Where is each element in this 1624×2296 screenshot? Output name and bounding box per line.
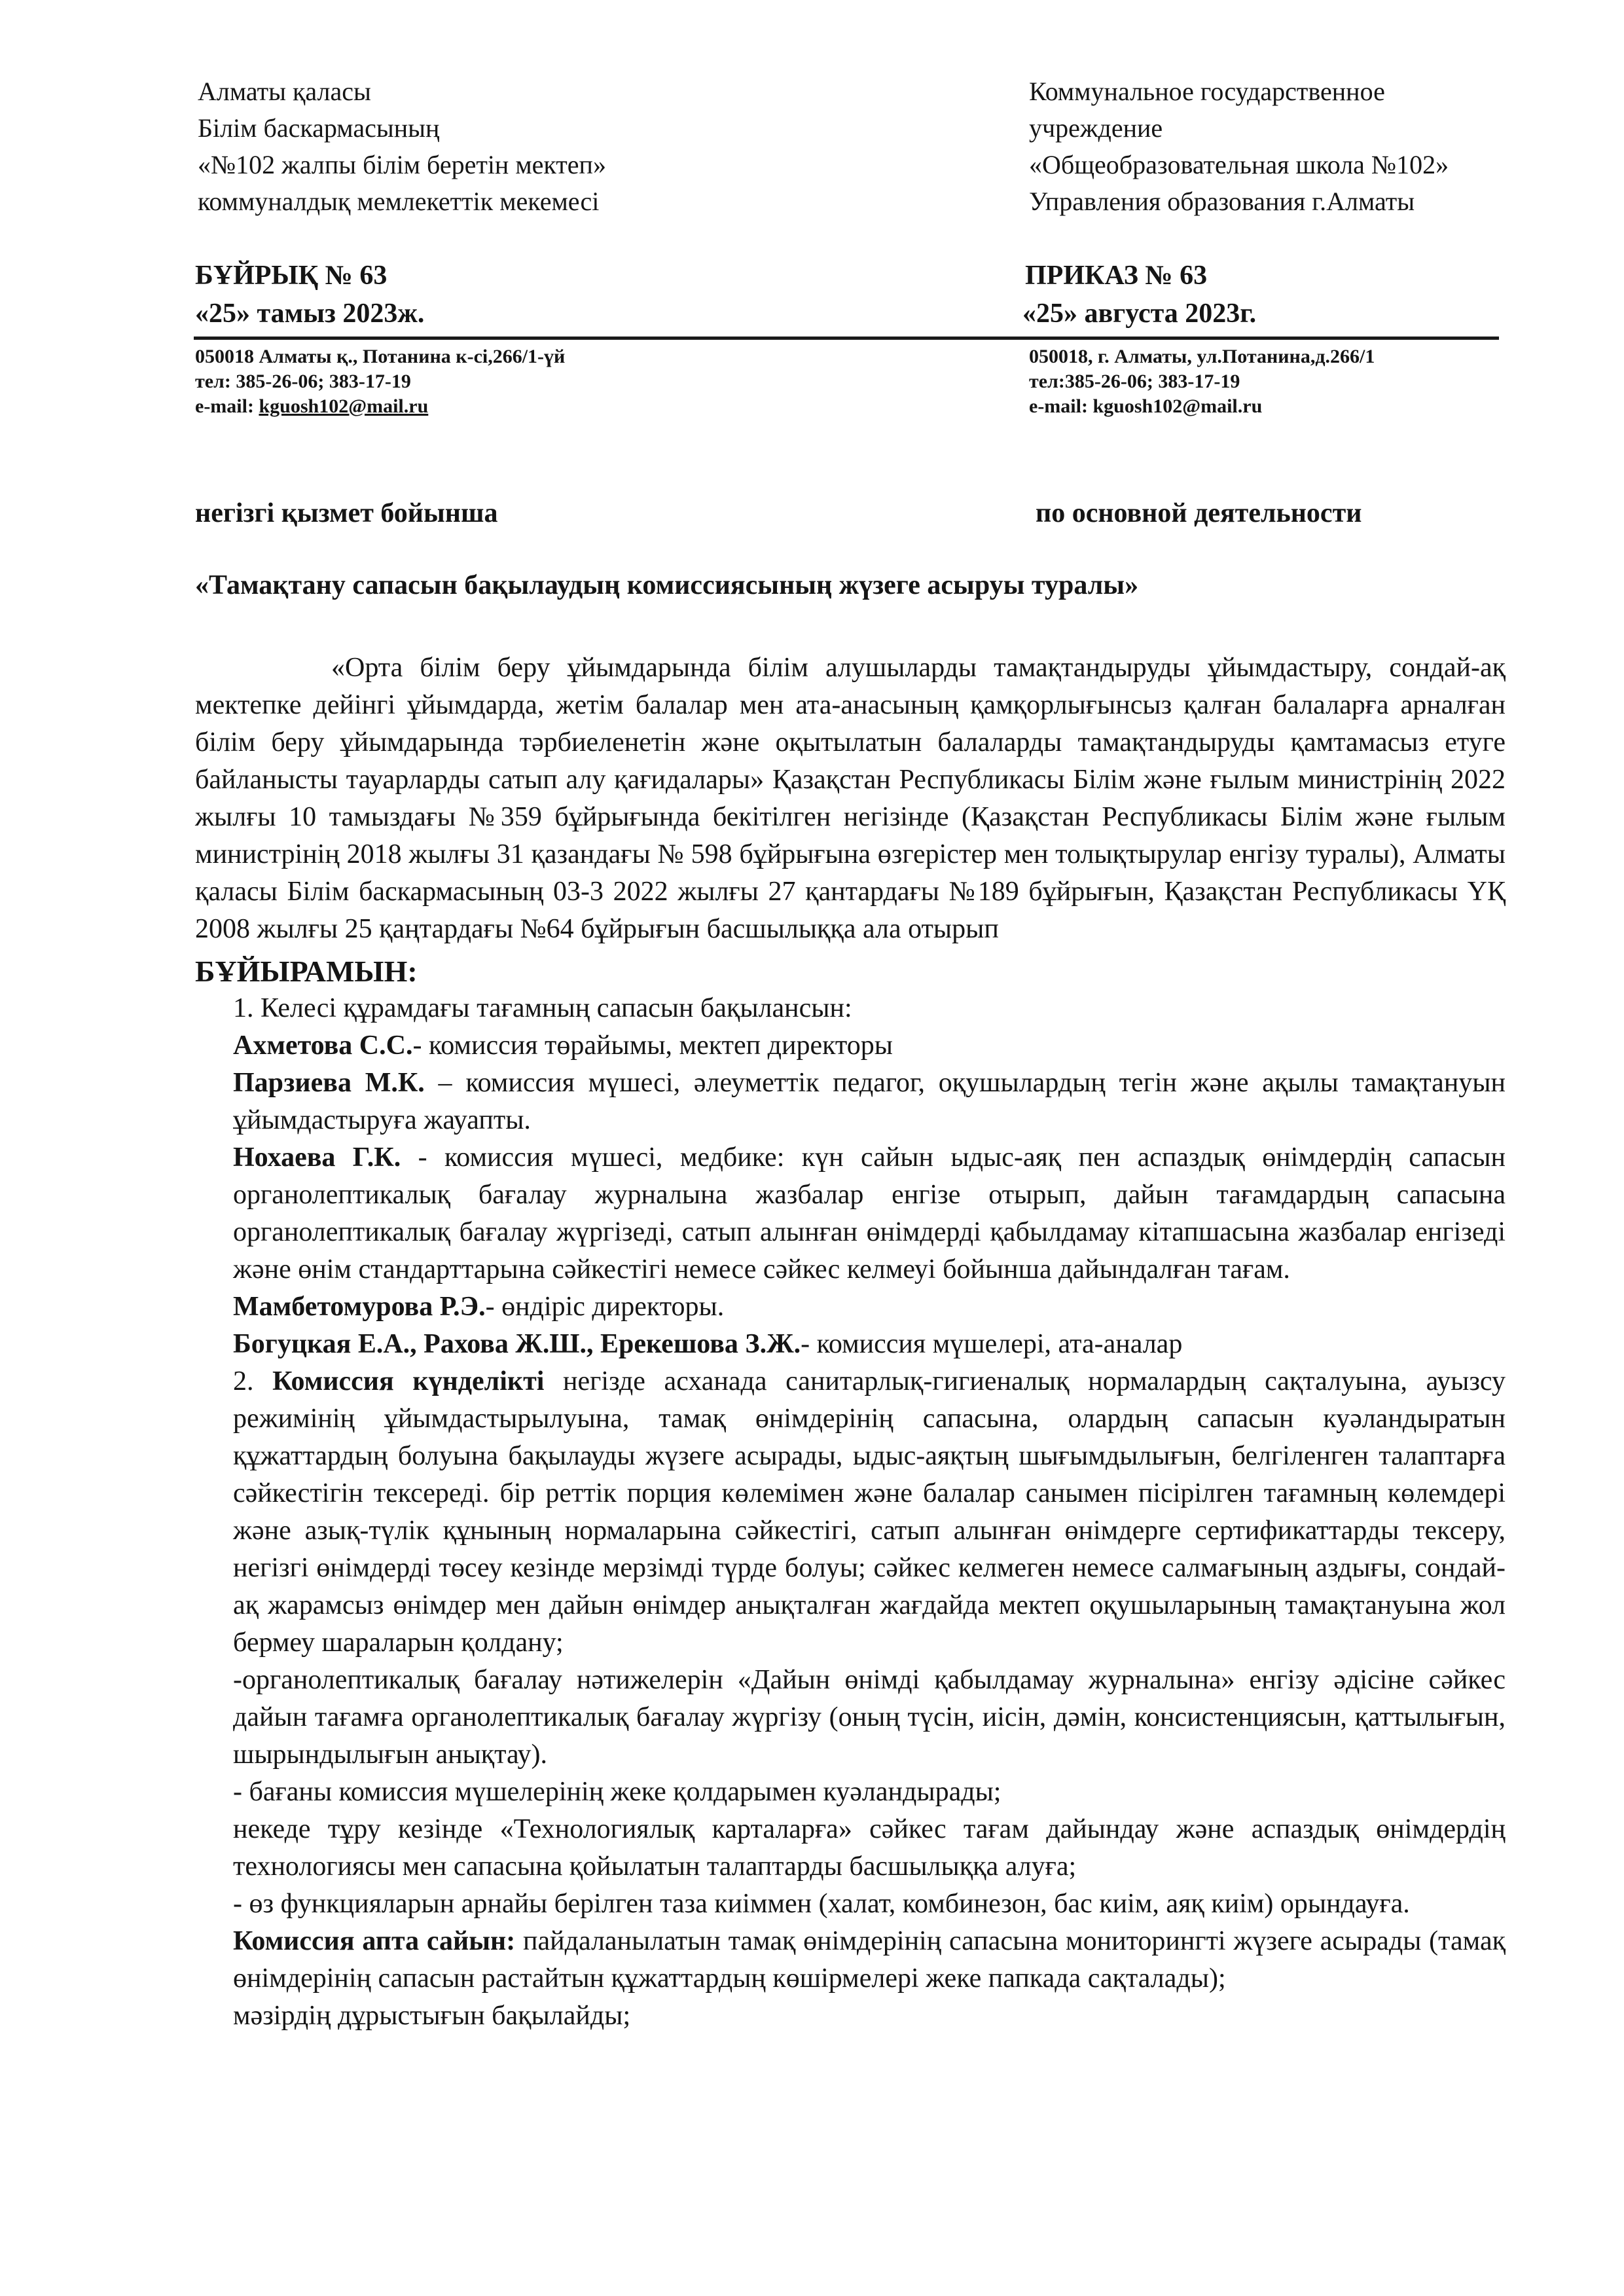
bullet-1: -органолептикалық бағалау нәтижелерін «Дайын өнімді қабылдамау журналына» енгізу әдісіне сәйкес дайын тағамға органолептикалық бағалау жүргізу (оның түсін, иісін, дәмін, консистенциясын, қаттылығын, шырындылығын анықтау). [233, 1665, 1506, 1770]
member-4 [233, 1288, 1506, 1326]
member-name: Мамбетомурова Р.Э. [233, 1292, 486, 1322]
document-title: «Тамақтану сапасын бақылаудың комиссиясының жүзеге асыруы туралы» [195, 570, 1139, 600]
member-role: - комиссия мүшелері, ата-аналар [801, 1329, 1183, 1359]
member-name: Ахметова С.С. [233, 1030, 413, 1061]
contact-kz [195, 344, 850, 419]
header-ru-block [1029, 73, 1592, 220]
member-role: - комиссия төрайымы, мектеп директоры [412, 1030, 893, 1061]
header-ru-line: «Общеобразовательная школа №102» [1029, 150, 1449, 179]
order-body [233, 990, 1506, 2035]
email-kz-row [195, 394, 850, 419]
phone-kz: тел: 385-26-06; 383-17-19 [195, 371, 411, 392]
member-name: Парзиева М.К. [233, 1068, 425, 1098]
member-role: – комиссия мүшесі, әлеуметтік педагог, оқушылардың тегін және ақылы тамақтануын ұйымдастыруға жауапты. [233, 1068, 1506, 1135]
item-2 [233, 1363, 1506, 1662]
address-kz: 050018 Алматы қ., Потанина к-сі,266/1-үй [195, 346, 566, 367]
address-ru: 050018, г. Алматы, ул.Потанина,д.266/1 [1029, 346, 1375, 367]
item-2-lead: Комиссия күнделікті [272, 1366, 545, 1396]
order-kz [195, 257, 850, 333]
header-ru-line: учреждение [1029, 113, 1163, 143]
decree-heading: БҰЙЫРАМЫН: [195, 955, 418, 988]
weekly-lead: Комиссия апта сайын: [233, 1926, 516, 1956]
email-label-ru: e-mail: [1029, 395, 1088, 417]
member-role: - өндіріс директоры. [485, 1292, 725, 1322]
member-name: Богуцкая Е.А., Рахова Ж.Ш., Ерекешова З.Ж. [233, 1329, 801, 1359]
header-kz-line: Алматы қаласы [198, 77, 371, 106]
email-ru-row [1029, 394, 1592, 419]
last-line: мәзірдің дұрыстығын бақылайды; [233, 2001, 631, 2031]
member-3 [233, 1139, 1506, 1288]
order-number-kz: БҰЙРЫҚ № 63 [195, 261, 388, 291]
bullet-2: - бағаны комиссия мүшелерінің жеке қолдарымен куәландырады; [233, 1777, 1001, 1807]
order-number-ru: ПРИКАЗ № 63 [1025, 261, 1208, 291]
activity-kz: негізгі қызмет бойынша [195, 498, 498, 528]
bullet-4: - өз функцияларын арнайы берілген таза киіммен (халат, комбинезон, бас киім, аяқ киім) орындауға. [233, 1889, 1410, 1919]
member-2 [233, 1065, 1506, 1139]
phone-ru: тел:385-26-06; 383-17-19 [1029, 371, 1240, 392]
header-divider [194, 337, 1499, 340]
member-name: Нохаева Г.К. [233, 1142, 401, 1173]
member-role: - комиссия мүшесі, медбике: күн сайын ыдыс-аяқ пен аспаздық өнімдердің сапасын органолептикалық бағалау журналына жазбалар енгізе отырып, дайын тағамдардың сапасына органолептикалық бағалау жүргізеді, сатып алынған өнімдерді қабылдамау кітапшасына жазбалар енгізеді және өнім стандарттарына сәйкестігі немесе сәйкес келмеуі бойынша дайындалған тағам. [233, 1142, 1506, 1285]
header-ru-line: Коммунальное государственное [1029, 77, 1385, 106]
bullet-3: некеде тұру кезінде «Технологиялық карталарға» сәйкес тағам дайындау және аспаздық өнімдердің технологиясы мен сапасына қойылатын талаптарды басшылыққа алуға; [233, 1814, 1506, 1882]
preamble: «Орта білім беру ұйымдарында білім алушыларды тамақтандыруды ұйымдастыру, сондай-ақ мектепке дейінгі ұйымдарда, жетім балалар мен ата-анасының қамқорлығынсыз қалған балаларға арналған білім беру ұйымдарында тәрбиеленетін және оқытылатын балаларды тамақтандыруды қамтамасыз етуге байланысты тауарларды сатып алу қағидалары» Қазақстан Республикасы Білім және ғылым министрінің 2022 жылғы 10 тамыздағы №359 бұйрығында бекітілген негізінде (Қазақстан Республикасы Білім және ғылым министрінің 2018 жылғы 31 қазандағы № 598 бұйрығына өзгерістер мен толықтырулар енгізу туралы), Алматы қаласы Білім баскармасының 03-3 2022 жылғы 27 қантардағы №189 бұйрығын, Қазақстан Республикасы ҮҚ 2008 жылғы 25 қаңтардағы №64 бұйрығын басшылыққа ала отырып [195, 653, 1506, 944]
item-2-number: 2. [233, 1366, 273, 1396]
weekly-duties [233, 1923, 1506, 1997]
header-kz-line: «№102 жалпы білім беретін мектеп» [198, 150, 606, 179]
order-date-kz: «25» тамыз 2023ж. [195, 299, 425, 329]
item-1: 1. Келесі құрамдағы тағамның сапасын бақылансын: [233, 993, 852, 1023]
email-text-ru: kguosh102@mail.ru [1092, 395, 1263, 417]
header-kz-line: коммуналдық мемлекеттік мекемесі [198, 187, 600, 216]
header-kz-block [198, 73, 852, 220]
email-link-kz[interactable]: kguosh102@mail.ru [259, 395, 429, 417]
order-date-ru: «25» августа 2023г. [1022, 299, 1257, 329]
header-ru-line: Управления образования г.Алматы [1029, 187, 1415, 216]
item-2-text: негізде асханада санитарлық-гигиеналық нормалардың сақталуына, ауызсу режимінің ұйымдастырылуына, тамақ өнімдерінің сапасына, олардың сапасын куәландыратын құжаттардың болуына бақылауды жүзеге асырады, ыдыс-аяқтың шығымдылығын, белгіленген талаптарға сәйкестігін тексереді. бір реттік порция көлемімен және балалар санымен пісірілген тағамның көлемдері және азық-түлік құнының нормаларына сәйкестігі, сатып алынған өнімдерге сертификаттарды тексеру, негізгі өнімдерді төсеу кезінде мерзімді түрде болуы; сәйкес келмеген немесе салмағының аздығы, сондай-ақ жарамсыз өнімдер мен дайын өнімдер анықталған жағдайда мектеп оқушыларының тамақтануына жол бермеу шараларын қолдану; [233, 1366, 1506, 1658]
order-ru [1022, 257, 1585, 333]
weekly-text: пайдаланылатын тамақ өнімдерінің сапасына мониторингті жүзеге асырады (тамақ өнімдерінің сапасын растайтын құжаттардың көшірмелері жеке папкада сақталады); [233, 1926, 1506, 1994]
header-kz-line: Білім баскармасының [198, 113, 440, 143]
member-1 [233, 1027, 1506, 1065]
activity-ru: по основной деятельности [1036, 498, 1362, 528]
email-label-kz: e-mail: [195, 395, 254, 417]
member-5 [233, 1326, 1506, 1363]
contact-ru [1029, 344, 1592, 419]
